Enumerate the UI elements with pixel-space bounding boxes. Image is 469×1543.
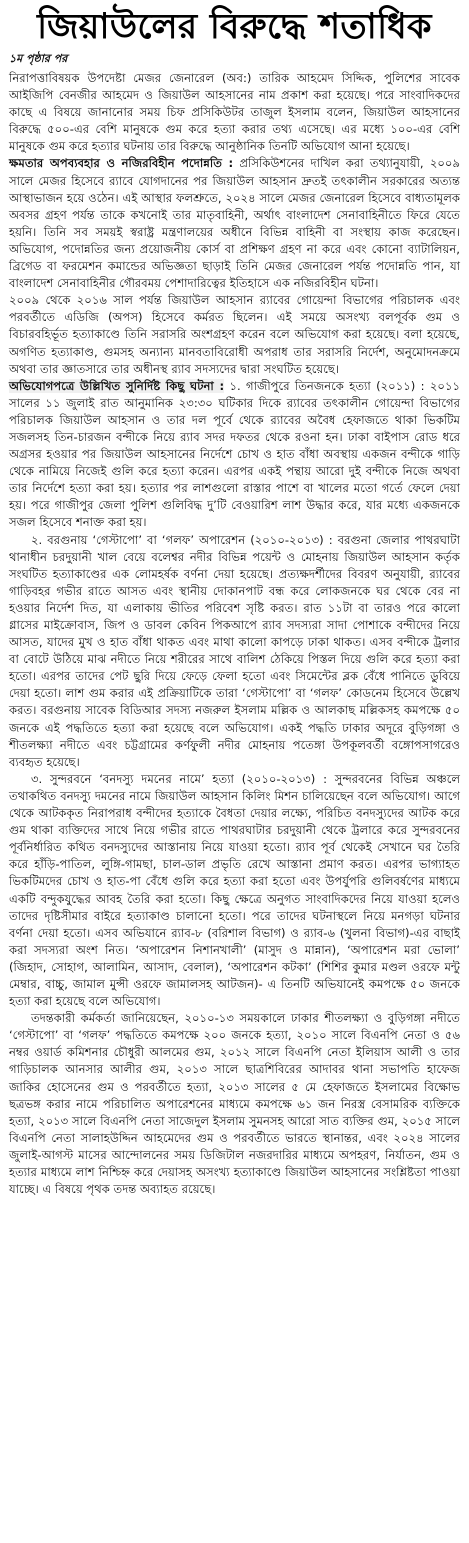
paragraph-text: ১. গাজীপুরে তিনজনকে হত্যা (২০১১) : ২০১১ সালের ১১ জুলাই রাত আনুমানিক ২৩:৩০ ঘটিকার দিকে র‌্যাবের তৎকালীন গোয়েন্দা বিভাগের পরিচালক জিয়াউল আহসান ও তার দল পূর্বে থেকে র‌্যাবের অবৈধ হেফাজতে থাকা ভিকটিম সজলসহ তিন-চারজন বন্দীকে নিয়ে র‌্যাব সদর দফতর থেকে রওনা হন। ঢাকা বাইপাস রোড ধরে অগ্রসর হওয়ার পর জিয়াউল আহসানের নির্দেশে চোখ ও হাত বাঁধা অবস্থায় একজন বন্দীকে গাড়ি থেকে নামিয়ে নিজেই গুলি করে হত্যা করেন। এরপর একই পন্থায় আরো দুই বন্দীকে নিজে অথবা তার নির্দেশে হত্যা করা হয়। হত্যার পর লাশগুলো রাস্তার পাশে বা খালের মতো গর্তে ফেলে দেয়া হয়। পরে গাজীপুর জেলা পুলিশ গুলিবিদ্ধ দু’টি বেওয়ারিশ লাশ উদ্ধার করে, যার মধ্যে একজনকে সজল হিসেবে শনাক্ত করা হয়।: [9, 378, 460, 530]
article-paragraph: [9, 292, 460, 377]
paragraph-text: নিরাপত্তাবিষয়ক উপদেষ্টা মেজর জেনারেল (অব:) তারিক আহমেদ সিদ্দিক, পুলিশের সাবেক আইজিপি বেনজীর আহমেদ ও জিয়াউল আহসানের নাম প্রকাশ করা হয়েছে। পরে সাংবাদিকদের কাছে এ বিষয়ে জানানোর সময় চিফ প্রসিকিউটর তাজুল ইসলাম বলেন, জিয়াউল আহসানের বিরুদ্ধে ৫০০-এর বেশি মানুষকে গুম করে হত্যা করার তথ্য এসেছে। এর মধ্যে ১০০-এর বেশি মানুষকে গুম করে হত্যার ঘটনায় তার বিরুদ্ধে আনুষ্ঠানিক তিনটি অভিযোগ আনা হয়েছে।: [9, 71, 460, 154]
article-paragraph: [9, 771, 460, 1010]
article-paragraph: [9, 70, 460, 155]
paragraph-subheading: ক্ষমতার অপব্যবহার ও নজিরবিহীন পদোন্নতি :: [9, 156, 234, 171]
paragraph-text: ৩. সুন্দরবনে ‘বনদস্যু দমনের নামে’ হত্যা (২০১০-২০১৩) : সুন্দরবনের বিভিন্ন অঞ্চলে তথাকথিত বনদস্যু দমনের নামে জিয়াউল আহসান কিলিং মিশন চালিয়েছেন বলে অভিযোগ। আগে থেকে আটককৃত নিরাপরাধ বন্দীদের হত্যাকে বৈধতা দেয়ার লক্ষ্যে, পরিচিত বনদস্যুদের আটক করে গুম থাকা ব্যক্তিদের সাথে নিয়ে গভীর রাতে পাথরঘাটার চরদুয়ানী থেকে ট্রলারে করে সুন্দরবনের পূর্বনির্ধারিত কথিত বনদস্যুদের আস্তানায় নিয়ে যাওয়া হতো। র‌্যাব পূর্ব থেকেই সেখানে ঘর তৈরি করে হাঁড়ি-পাতিল, লুঙ্গি-গামছা, চাল-ডাল প্রভৃতি রেখে আস্তানা প্রমাণ করত। এরপর ভাগ্যাহত ভিকটিমদের চোখ ও হাত-পা বেঁধে গুলি করে হত্যা করা হতো এবং উপর্যুপরি গুলিবর্ষণের মাধ্যমে একটি বন্দুকযুদ্ধের আবহ তৈরি করা হতো। কিছু ক্ষেত্রে অনুগত সাংবাদিকদের নিয়ে যাওয়া হলেও তাদের দৃষ্টিসীমার বাইরে হত্যাকাণ্ড চালানো হতো। পরে তাদের ঘটনাস্থলে নিয়ে মনগড়া ঘটনার বর্ণনা দেয়া হতো। এসব অভিযানে র‌্যাব-৮ (বরিশাল বিভাগ) ও র‌্যাব-৬ (খুলনা বিভাগ)-এর বাছাই করা সদস্যরা অংশ নিত। ‘অপারেশন নিশানখালী’ (মাসুদ ও মান্নান), ‘অপারেশন মরা ভোলা’ (জিহাদ, সোহাগ, আলামিন, আসাদ, বেলাল), ‘অপারেশন কটকা’ (শিশির কুমার মণ্ডল ওরফে মন্টু মেম্বার, বাচ্চু, জামাল মুন্সী ওরফে জামালসহ আটজন)- এ তিনটি অভিযানেই কমপক্ষে ৫০ জনকে হত্যা করা হয়েছে বলে অভিযোগ।: [9, 771, 460, 1009]
article-paragraph: [9, 378, 460, 532]
paragraph-text: প্রসিকিউশনের দাখিল করা তথ্যানুযায়ী, ২০০৯ সালে মেজর হিসেবে র‌্যাবে যোগদানের পর জিয়াউল আহসান দ্রুতই তৎকালীন সরকারের অত্যন্ত আস্থাভাজন হয়ে ওঠেন। এই আস্থার ফলশ্রুতে, ২০২৪ সালে মেজর জেনারেল হিসেবে বাধ্যতামূলক অবসর গ্রহণ পর্যন্ত তাকে কখনোই তার মাতৃবাহিনী, অর্থাৎ বাংলাদেশ সেনাবাহিনীতে ফিরে যেতে হয়নি। তিনি সব সময়ই স্বরাষ্ট্র মন্ত্রণালয়ের অধীনে বিভিন্ন বাহিনী বা সংস্থায় কাজ করেছেন। অভিযোগ, পদোন্নতির জন্য প্রয়োজনীয় কোর্স বা প্রশিক্ষণ গ্রহণ না করে এবং কোনো ব্যাটালিয়ন, ব্রিগেড বা ফরমেশন কমান্ডের অভিজ্ঞতা ছাড়াই তিনি মেজর জেনারেল পর্যন্ত পদোন্নতি পান, যা বাংলাদেশ সেনাবাহিনীর গৌরবময় পেশাদারিত্বের ইতিহাসে এক নজিরবিহীন ঘটনা।: [9, 156, 460, 291]
paragraph-subheading: অভিযোগপত্রে উল্লিখিত সুনির্দিষ্ট কিছু ঘটনা :: [9, 378, 225, 393]
paragraph-text: তদন্তকারী কর্মকর্তা জানিয়েছেন, ২০১০-১৩ সময়কালে ঢাকার শীতলক্ষ্যা ও বুড়িগঙ্গা নদীতে ‘গেস্টাপো’ বা ‘গলফ’ পদ্ধতিতে কমপক্ষে ২০০ জনকে হত্যা, ২০১০ সালে বিএনপি নেতা ও ৫৬ নম্বর ওয়ার্ড কমিশনার চৌধুরী আলমের গুম, ২০১২ সালে বিএনপি নেতা ইলিয়াস আলী ও তার গাড়িচালক আনসার আলীর গুম, ২০১৩ সালে ছাত্রশিবিরের আদাবর থানা সভাপতি হাফেজ জাকির হোসেনের গুম ও পরবর্তীতে হত্যা, ২০১৩ সালের ৫ মে হেফাজতে ইসলামের বিক্ষোভ ছত্রভঙ্গ করার নামে পরিচালিত অপারেশনের মাধ্যমে কমপক্ষে ৬১ জন নিরস্ত্র বেসামরিক ব্যক্তিকে হত্যা, ২০১৩ সালে বিএনপি নেতা সাজেদুল ইসলাম সুমনসহ আরো সাত ব্যক্তির গুম, ২০১৫ সালে বিএনপি নেতা সালাহউদ্দিন আহমেদের গুম ও পরবর্তীতে ভারতে স্থানান্তর, এবং ২০২৪ সালের জুলাই-আগস্ট মাসের আন্দোলনের সময় ডিজিটাল নজরদারির মাধ্যমে অপহরণ, নির্যাতন, গুম ও হত্যার মাধ্যমে লাশ নিশ্চিহ্ন করে দেয়াসহ অসংখ্য হত্যাকাণ্ডে জিয়াউল আহসানের সংশ্লিষ্টতা পাওয়া যাচ্ছে। এ বিষয়ে পৃথক তদন্ত অব্যাহত রয়েছে।: [9, 1011, 460, 1197]
continued-from-label: ১ম পৃষ্ঠার পর: [9, 52, 68, 65]
paragraph-text: ২. বরগুনায় ‘গেস্টাপো’ বা ‘গলফ’ অপারেশন (২০১০-২০১৩) : বরগুনা জেলার পাথরঘাটা থানাধীন চরদুয়ানী খাল বেয়ে বলেশ্বর নদীর বিভিন্ন পয়েন্ট ও মোহনায় জিয়াউল আহসান কর্তৃক সংঘটিত হত্যাকাণ্ডের এক লোমহর্ষক বর্ণনা দেয়া হয়েছে। প্রত্যক্ষদর্শীদের বিবরণ অনুযায়ী, র‌্যাবের গাড়িবহর গভীর রাতে আসত এবং স্থানীয় দোকানপাট বন্ধ করে লোকজনকে ঘর থেকে বের না হওয়ার নির্দেশ দিত, যা এলাকায় ভীতির পরিবেশ সৃষ্টি করত। রাত ১১টা বা তারও পরে কালো গ্লাসের মাইক্রোবাস, জিপ ও ডাবল কেবিন পিকআপে র‌্যাব সদস্যরা সাদা পোশাকে বন্দীদের নিয়ে আসত, যাদের মুখ ও হাত বাঁধা থাকত এবং মাথা কালো কাপড়ে ঢাকা থাকত। এসব বন্দীকে ট্রলার বা বোটে উঠিয়ে মাঝ নদীতে নিয়ে শরীরের সাথে বালিশ ঠেকিয়ে পিস্তল দিয়ে গুলি করে হত্যা করা হতো। এরপর তাদের পেট ছুরি দিয়ে ফেড়ে ফেলা হতো এবং সিমেন্টের ব্লক বেঁধে পানিতে ডুবিয়ে দেয়া হতো। লাশ গুম করার এই প্রক্রিয়াটিকে তারা ‘গেস্টাপো’ বা ‘গলফ’ কোডনেম হিসেবে উল্লেখ করত। বরগুনায় সাবেক বিডিআর সদস্য নজরুল ইসলাম মল্লিক ও আলকাছ মল্লিকসহ কমপক্ষে ৫০ জনকে এই পদ্ধতিতে হত্যা করা হয়েছে বলে অভিযোগ। একই পদ্ধতি ঢাকার অদূরে বুড়িগঙ্গা ও শীতলক্ষ্যা নদীতে এবং চট্টগ্রামের কর্ণফুলী নদীর মোহনায় পতেঙ্গা উপকূলবর্তী বঙ্গোপসাগরেও ব্যবহৃত হয়েছে।: [9, 532, 460, 769]
article-headline: জিয়াউলের বিরুদ্ধে শতাধিক: [37, 6, 432, 47]
paragraph-text: ২০০৯ থেকে ২০১৬ সাল পর্যন্ত জিয়াউল আহসান র‌্যাবের গোয়েন্দা বিভাগের পরিচালক এবং পরবর্তীতে এডিজি (অপস) হিসেবে কর্মরত ছিলেন। এই সময়ে অসংখ্য বলপূর্বক গুম ও বিচারবহির্ভূত হত্যাকাণ্ডে তিনি সরাসরি অংশগ্রহণ করেন বলে অভিযোগ করা হয়েছে। বলা হয়েছে, অগণিত হত্যাকাণ্ড, গুমসহ অন্যান্য মানবতাবিরোধী অপরাধ তার সরাসরি নির্দেশ, অনুমোদনক্রমে অথবা তার জ্ঞাতসারে তার অধীনস্থ র‌্যাব সদস্যদের দ্বারা সংঘটিত হয়েছে।: [9, 293, 460, 376]
article-body: [9, 70, 460, 1198]
article-paragraph: [9, 1010, 460, 1198]
article-paragraph: [9, 532, 460, 771]
article-paragraph: [9, 155, 460, 292]
